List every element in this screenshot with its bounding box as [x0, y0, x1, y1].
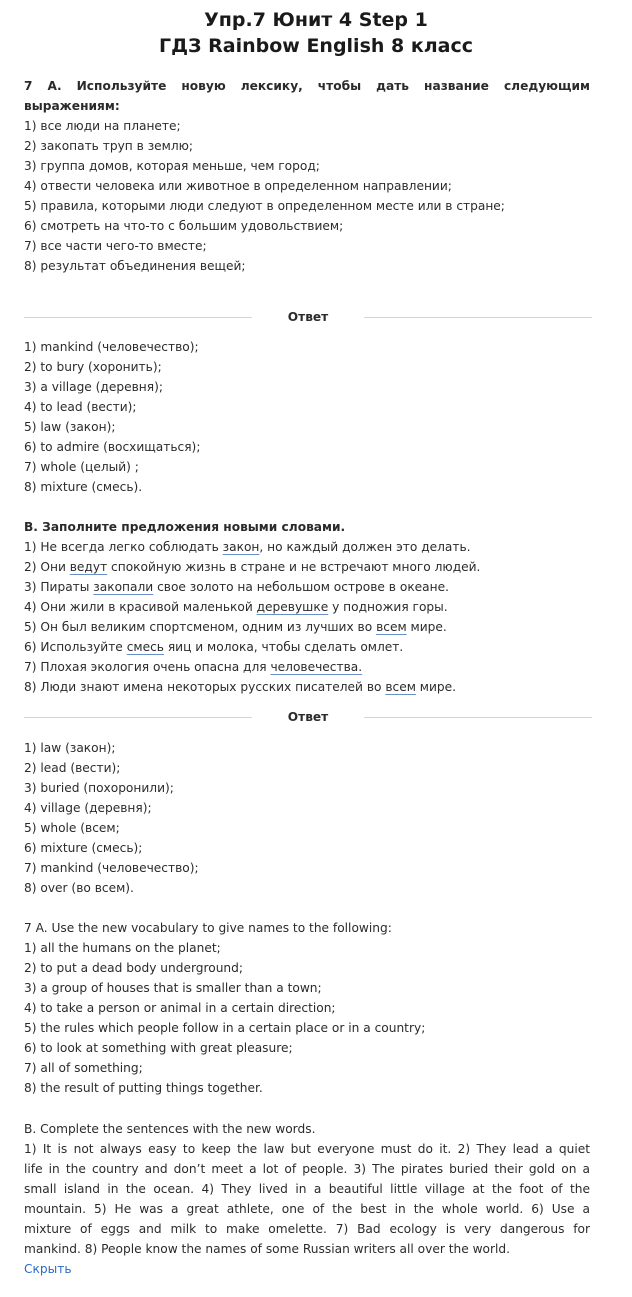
list-item: 4) village (деревня);: [24, 801, 152, 815]
paragraph-line: mankind. 8) People know the names of some Russian writers all over the world.: [24, 1242, 511, 1256]
highlighted-word: всем: [376, 620, 407, 634]
task-b-ru-heading: В. Заполните предложения новыми словами.: [24, 520, 346, 534]
paragraph-line: 1) It is not always easy to keep the law but everyone must do it. 2) They lead a quiet: [24, 1142, 590, 1156]
list-item: 3) buried (похоронили);: [24, 781, 174, 795]
highlighted-word: человечества.: [270, 660, 363, 674]
list-item: 7) whole (целый) ;: [24, 460, 139, 474]
list-item: 4) to take a person or animal in a certain direction;: [24, 1001, 336, 1015]
highlighted-word: закопали: [93, 580, 154, 594]
list-item: 7) all of something;: [24, 1061, 143, 1075]
sentence-text: 7) Плохая экология очень опасна для: [24, 660, 271, 674]
answer-label: Ответ: [287, 710, 329, 724]
list-item: 1) all the humans on the planet;: [24, 941, 221, 955]
sentence-text: 1) Не всегда легко соблюдать: [24, 540, 223, 554]
list-item: 1) mankind (человечество);: [24, 340, 199, 354]
list-item: 6) to look at something with great pleasure;: [24, 1041, 293, 1055]
task-b-en-heading: B. Complete the sentences with the new words.: [24, 1122, 316, 1136]
sentence-text: 4) Они жили в красивой маленькой: [24, 600, 257, 614]
hide-link[interactable]: Скрыть: [24, 1262, 72, 1276]
list-item: 1) все люди на планете;: [24, 119, 181, 133]
sentence-text: , но каждый должен это делать.: [259, 540, 471, 554]
sentence-text: свое золото на небольшом острове в океане.: [153, 580, 449, 594]
answer-b: [24, 738, 590, 898]
list-item: 3) a village (деревня);: [24, 380, 163, 394]
paragraph-line: life in the country and don’t meet a lot of people. 3) The pirates buried their gold on a: [24, 1162, 590, 1176]
title-line-2: ГДЗ Rainbow English 8 класс: [158, 35, 474, 57]
list-item: [24, 557, 590, 577]
task-a-en-heading: 7 A. Use the new vocabulary to give names to the following:: [24, 921, 392, 935]
list-item: [24, 677, 590, 697]
list-item: 6) mixture (смесь);: [24, 841, 143, 855]
sentence-text: 5) Он был великим спортсменом, одним из лучших во: [24, 620, 377, 634]
list-item: 8) the result of putting things together.: [24, 1081, 263, 1095]
list-item: 2) закопать труп в землю;: [24, 139, 194, 153]
highlighted-word: деревушке: [256, 600, 329, 614]
list-item: 5) whole (всем;: [24, 821, 120, 835]
list-item: 6) смотреть на что-то с большим удовольствием;: [24, 219, 344, 233]
list-item: 8) over (во всем).: [24, 881, 134, 895]
task-a-en: [24, 918, 590, 1098]
task-b-ru: [24, 517, 590, 697]
highlighted-word: ведут: [69, 560, 108, 574]
sentence-text: 6) Используйте: [24, 640, 127, 654]
list-item: 8) результат объединения вещей;: [24, 259, 246, 273]
divider-rule: [364, 717, 592, 718]
answer-divider-1: [24, 307, 592, 327]
answer-label: Ответ: [287, 310, 329, 324]
sentence-text: 8) Люди знают имена некоторых русских писателей во: [24, 680, 386, 694]
list-item: 5) law (закон);: [24, 420, 116, 434]
list-item: 2) to bury (хоронить);: [24, 360, 162, 374]
page-title: [0, 0, 632, 59]
list-item: 2) to put a dead body underground;: [24, 961, 243, 975]
list-item: [24, 637, 590, 657]
highlighted-word: всем: [385, 680, 416, 694]
title-line-1: Упр.7 Юнит 4 Step 1: [204, 9, 428, 31]
sentence-text: спокойную жизнь в стране и не встречают много людей.: [107, 560, 481, 574]
list-item: [24, 537, 590, 557]
list-item: 1) law (закон);: [24, 741, 116, 755]
task-a-ru: [24, 76, 590, 276]
highlighted-word: закон: [222, 540, 260, 554]
list-item: 7) все части чего-то вместе;: [24, 239, 207, 253]
list-item: 5) the rules which people follow in a certain place or in a country;: [24, 1021, 426, 1035]
list-item: 3) a group of houses that is smaller than a town;: [24, 981, 322, 995]
list-item: [24, 597, 590, 617]
sentence-text: яиц и молока, чтобы сделать омлет.: [163, 640, 404, 654]
list-item: 8) mixture (смесь).: [24, 480, 143, 494]
list-item: 2) lead (вести);: [24, 761, 121, 775]
answer-a: [24, 337, 590, 497]
sentence-text: у подножия горы.: [328, 600, 448, 614]
paragraph-line: mixture of eggs and milk to make omelette. 7) Bad ecology is very dangerous for: [24, 1222, 590, 1236]
divider-rule: [364, 317, 592, 318]
paragraph-line: mountain. 5) He was a great athlete, one of the best in the whole world. 6) Use a: [24, 1202, 590, 1216]
list-item: 3) группа домов, которая меньше, чем город;: [24, 159, 320, 173]
task-b-en: [24, 1119, 590, 1279]
list-item: 7) mankind (человечество);: [24, 861, 199, 875]
paragraph-line: small island in the ocean. 4) They lived in a beautiful little village at the foot of the: [24, 1182, 590, 1196]
task-a-ru-heading-2: выражениям:: [24, 99, 120, 113]
sentence-text: 2) Они: [24, 560, 70, 574]
list-item: 4) отвести человека или животное в определенном направлении;: [24, 179, 452, 193]
task-a-ru-heading-1: 7 А. Используйте новую лексику, чтобы дать название следующим: [24, 79, 590, 93]
list-item: [24, 577, 590, 597]
sentence-text: мире.: [406, 620, 447, 634]
list-item: 6) to admire (восхищаться);: [24, 440, 201, 454]
sentence-text: мире.: [415, 680, 457, 694]
sentence-text: 3) Пираты: [24, 580, 94, 594]
highlighted-word: смесь: [126, 640, 164, 654]
list-item: 5) правила, которыми люди следуют в определенном месте или в стране;: [24, 199, 505, 213]
list-item: [24, 657, 590, 677]
answer-divider-2: [24, 707, 592, 727]
list-item: 4) to lead (вести);: [24, 400, 137, 414]
list-item: [24, 617, 590, 637]
